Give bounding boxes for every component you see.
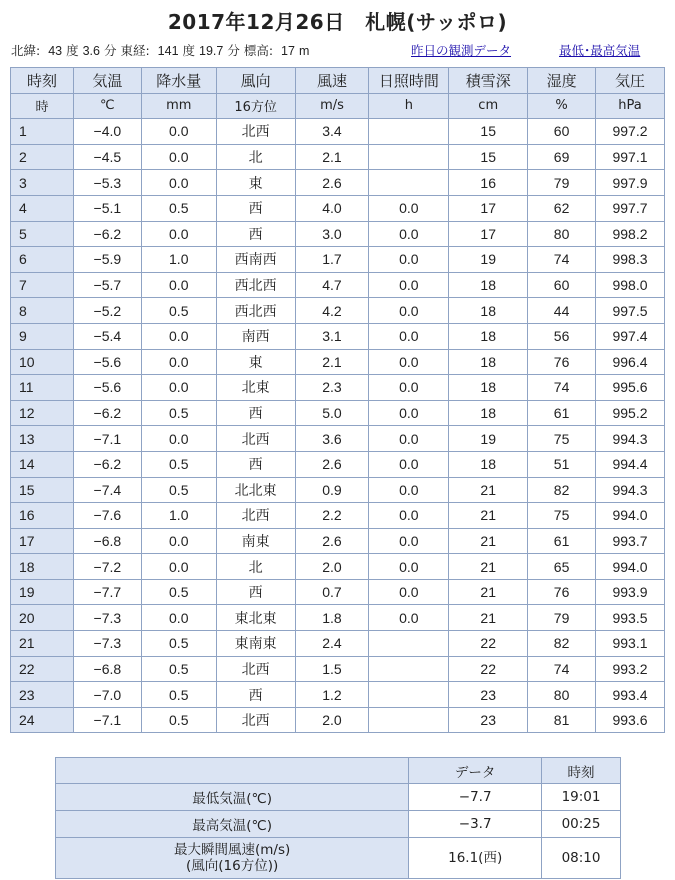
- cell-pressure: 994.3: [596, 477, 665, 503]
- latitude-degrees: 43: [48, 44, 63, 58]
- summary-label: 最低気温(℃): [56, 784, 409, 811]
- cell-sunshine: [369, 631, 449, 657]
- cell-sunshine: 0.0: [369, 195, 449, 221]
- cell-humidity: 82: [528, 477, 596, 503]
- column-unit-hour: 時: [11, 93, 74, 119]
- cell-sunshine: 0.0: [369, 375, 449, 401]
- cell-sunshine: [369, 707, 449, 733]
- cell-precipitation: 1.0: [141, 503, 216, 529]
- table-row: [11, 528, 665, 554]
- summary-row-max-temp: [56, 811, 621, 838]
- cell-wind-speed: 1.5: [295, 656, 369, 682]
- cell-snow-depth: 18: [449, 272, 528, 298]
- summary-row-min-temp: [56, 784, 621, 811]
- cell-wind-speed: 3.6: [295, 426, 369, 452]
- cell-precipitation: 0.5: [141, 707, 216, 733]
- cell-pressure: 998.0: [596, 272, 665, 298]
- cell-temperature: −6.2: [73, 221, 141, 247]
- cell-hour: 18: [11, 554, 74, 580]
- cell-wind-direction: 東北東: [216, 605, 295, 631]
- cell-wind-speed: 2.6: [295, 170, 369, 196]
- cell-snow-depth: 15: [449, 144, 528, 170]
- cell-sunshine: 0.0: [369, 400, 449, 426]
- cell-precipitation: 0.5: [141, 477, 216, 503]
- summary-label: [56, 838, 409, 879]
- cell-humidity: 74: [528, 375, 596, 401]
- cell-precipitation: 0.0: [141, 375, 216, 401]
- cell-humidity: 75: [528, 426, 596, 452]
- cell-precipitation: 1.0: [141, 247, 216, 273]
- cell-hour: 1: [11, 119, 74, 145]
- cell-precipitation: 0.0: [141, 605, 216, 631]
- cell-temperature: −5.4: [73, 323, 141, 349]
- cell-temperature: −5.6: [73, 349, 141, 375]
- cell-wind-speed: 0.9: [295, 477, 369, 503]
- cell-snow-depth: 21: [449, 477, 528, 503]
- cell-wind-speed: 3.1: [295, 323, 369, 349]
- cell-humidity: 60: [528, 272, 596, 298]
- table-row: [11, 323, 665, 349]
- cell-temperature: −5.3: [73, 170, 141, 196]
- cell-wind-direction: 北: [216, 144, 295, 170]
- cell-pressure: 995.6: [596, 375, 665, 401]
- cell-humidity: 81: [528, 707, 596, 733]
- cell-pressure: 998.3: [596, 247, 665, 273]
- cell-snow-depth: 21: [449, 579, 528, 605]
- table-body: [11, 119, 665, 733]
- cell-wind-speed: 1.8: [295, 605, 369, 631]
- summary-label-line-2: (風向(16方位)): [186, 858, 279, 874]
- cell-temperature: −4.0: [73, 119, 141, 145]
- cell-pressure: 994.4: [596, 451, 665, 477]
- cell-hour: 4: [11, 195, 74, 221]
- cell-humidity: 75: [528, 503, 596, 529]
- table-row: [11, 272, 665, 298]
- cell-wind-speed: 2.4: [295, 631, 369, 657]
- cell-wind-speed: 1.2: [295, 682, 369, 708]
- summary-header-data: データ: [409, 758, 542, 784]
- page-title: 2017年12月26日 札幌(サッポロ): [167, 10, 508, 34]
- cell-snow-depth: 18: [449, 298, 528, 324]
- cell-temperature: −5.1: [73, 195, 141, 221]
- cell-precipitation: 0.0: [141, 349, 216, 375]
- table-row: [11, 707, 665, 733]
- cell-sunshine: [369, 170, 449, 196]
- cell-wind-direction: 北西: [216, 426, 295, 452]
- cell-snow-depth: 21: [449, 503, 528, 529]
- cell-wind-direction: 南西: [216, 323, 295, 349]
- cell-hour: 3: [11, 170, 74, 196]
- cell-wind-speed: 2.6: [295, 451, 369, 477]
- cell-humidity: 61: [528, 528, 596, 554]
- cell-temperature: −7.2: [73, 554, 141, 580]
- cell-sunshine: 0.0: [369, 298, 449, 324]
- cell-hour: 13: [11, 426, 74, 452]
- cell-pressure: 993.9: [596, 579, 665, 605]
- summary-header-time: 時刻: [542, 758, 621, 784]
- cell-pressure: 993.6: [596, 707, 665, 733]
- cell-pressure: 997.5: [596, 298, 665, 324]
- column-header-precipitation: 降水量: [141, 68, 216, 94]
- longitude-minutes-unit: 分: [227, 43, 240, 58]
- cell-sunshine: 0.0: [369, 451, 449, 477]
- cell-precipitation: 0.5: [141, 682, 216, 708]
- cell-snow-depth: 21: [449, 554, 528, 580]
- cell-snow-depth: 22: [449, 631, 528, 657]
- cell-sunshine: 0.0: [369, 349, 449, 375]
- cell-wind-direction: 北東: [216, 375, 295, 401]
- longitude-degrees-unit: 度: [182, 43, 196, 58]
- cell-sunshine: [369, 682, 449, 708]
- column-names-row: [11, 68, 665, 94]
- cell-pressure: 993.5: [596, 605, 665, 631]
- cell-wind-speed: 4.0: [295, 195, 369, 221]
- latitude-degrees-unit: 度: [66, 43, 79, 58]
- latitude-label: 北緯:: [11, 43, 41, 58]
- cell-pressure: 997.9: [596, 170, 665, 196]
- cell-snow-depth: 23: [449, 707, 528, 733]
- cell-sunshine: 0.0: [369, 323, 449, 349]
- cell-hour: 23: [11, 682, 74, 708]
- cell-wind-direction: 西北西: [216, 298, 295, 324]
- cell-snow-depth: 18: [449, 349, 528, 375]
- cell-humidity: 56: [528, 323, 596, 349]
- cell-pressure: 997.4: [596, 323, 665, 349]
- cell-precipitation: 0.5: [141, 298, 216, 324]
- cell-hour: 6: [11, 247, 74, 273]
- table-row: [11, 579, 665, 605]
- longitude-degrees: 141: [157, 44, 179, 58]
- cell-wind-speed: 4.7: [295, 272, 369, 298]
- summary-time: 19:01: [542, 784, 621, 811]
- column-header-wind-speed: 風速: [295, 68, 369, 94]
- cell-humidity: 74: [528, 247, 596, 273]
- cell-precipitation: 0.0: [141, 272, 216, 298]
- cell-pressure: 998.2: [596, 221, 665, 247]
- column-unit-sunshine: h: [369, 93, 449, 119]
- table-row: [11, 656, 665, 682]
- cell-hour: 19: [11, 579, 74, 605]
- cell-wind-direction: 東: [216, 349, 295, 375]
- cell-pressure: 993.2: [596, 656, 665, 682]
- cell-snow-depth: 22: [449, 656, 528, 682]
- cell-pressure: 993.7: [596, 528, 665, 554]
- column-header-temperature: 気温: [73, 68, 141, 94]
- cell-wind-speed: 2.0: [295, 707, 369, 733]
- cell-humidity: 44: [528, 298, 596, 324]
- table-row: [11, 298, 665, 324]
- cell-hour: 10: [11, 349, 74, 375]
- cell-temperature: −4.5: [73, 144, 141, 170]
- cell-wind-direction: 西: [216, 682, 295, 708]
- cell-pressure: 997.7: [596, 195, 665, 221]
- cell-humidity: 69: [528, 144, 596, 170]
- column-header-humidity: 湿度: [528, 68, 596, 94]
- summary-value: 16.1(西): [409, 838, 542, 879]
- cell-wind-direction: 北西: [216, 707, 295, 733]
- cell-wind-direction: 東南東: [216, 631, 295, 657]
- table-row: [11, 605, 665, 631]
- cell-precipitation: 0.5: [141, 631, 216, 657]
- cell-snow-depth: 17: [449, 221, 528, 247]
- cell-humidity: 62: [528, 195, 596, 221]
- cell-wind-speed: 4.2: [295, 298, 369, 324]
- cell-temperature: −7.3: [73, 605, 141, 631]
- cell-wind-direction: 西南西: [216, 247, 295, 273]
- cell-precipitation: 0.0: [141, 528, 216, 554]
- cell-humidity: 82: [528, 631, 596, 657]
- cell-humidity: 79: [528, 170, 596, 196]
- cell-humidity: 79: [528, 605, 596, 631]
- column-units-row: [11, 93, 665, 119]
- altitude-value: 17: [281, 44, 295, 58]
- table-row: [11, 221, 665, 247]
- cell-sunshine: 0.0: [369, 272, 449, 298]
- altitude-unit: m: [298, 44, 310, 58]
- summary-label-line-1: 最大瞬間風速(m/s): [173, 842, 291, 858]
- cell-pressure: 997.1: [596, 144, 665, 170]
- cell-wind-speed: 1.7: [295, 247, 369, 273]
- cell-temperature: −6.8: [73, 528, 141, 554]
- cell-humidity: 60: [528, 119, 596, 145]
- cell-temperature: −6.2: [73, 451, 141, 477]
- station-info: [11, 41, 671, 61]
- cell-pressure: 994.3: [596, 426, 665, 452]
- cell-snow-depth: 21: [449, 605, 528, 631]
- column-unit-humidity: %: [528, 93, 596, 119]
- cell-wind-speed: 2.3: [295, 375, 369, 401]
- cell-temperature: −5.2: [73, 298, 141, 324]
- cell-hour: 21: [11, 631, 74, 657]
- cell-wind-direction: 北北東: [216, 477, 295, 503]
- cell-hour: 17: [11, 528, 74, 554]
- column-header-wind-direction: 風向: [216, 68, 295, 94]
- table-row: [11, 631, 665, 657]
- cell-snow-depth: 19: [449, 247, 528, 273]
- table-row: [11, 426, 665, 452]
- cell-sunshine: [369, 144, 449, 170]
- cell-snow-depth: 16: [449, 170, 528, 196]
- cell-temperature: −6.2: [73, 400, 141, 426]
- cell-sunshine: 0.0: [369, 605, 449, 631]
- cell-precipitation: 0.0: [141, 221, 216, 247]
- cell-wind-direction: 西: [216, 451, 295, 477]
- table-row: [11, 375, 665, 401]
- cell-sunshine: [369, 656, 449, 682]
- cell-wind-direction: 東: [216, 170, 295, 196]
- cell-pressure: 997.2: [596, 119, 665, 145]
- cell-hour: 2: [11, 144, 74, 170]
- cell-hour: 7: [11, 272, 74, 298]
- cell-sunshine: 0.0: [369, 221, 449, 247]
- cell-humidity: 80: [528, 221, 596, 247]
- summary-value: −3.7: [409, 811, 542, 838]
- table-row: [11, 195, 665, 221]
- summary-label: 最高気温(℃): [56, 811, 409, 838]
- cell-temperature: −7.0: [73, 682, 141, 708]
- min-max-temp-link[interactable]: 最低･最高気温: [559, 43, 641, 58]
- longitude-label: 東経:: [120, 43, 150, 58]
- latitude-minutes: 3.6: [82, 44, 100, 58]
- cell-temperature: −7.1: [73, 707, 141, 733]
- cell-temperature: −5.6: [73, 375, 141, 401]
- cell-humidity: 51: [528, 451, 596, 477]
- cell-temperature: −7.3: [73, 631, 141, 657]
- summary-header-blank: [56, 758, 409, 784]
- cell-hour: 11: [11, 375, 74, 401]
- summary-time: 08:10: [542, 838, 621, 879]
- table-row: [11, 451, 665, 477]
- cell-humidity: 76: [528, 349, 596, 375]
- column-header-snow-depth: 積雪深: [449, 68, 528, 94]
- table-row: [11, 503, 665, 529]
- cell-wind-speed: 2.1: [295, 349, 369, 375]
- cell-pressure: 994.0: [596, 554, 665, 580]
- cell-precipitation: 0.0: [141, 119, 216, 145]
- column-header-sunshine: 日照時間: [369, 68, 449, 94]
- cell-sunshine: 0.0: [369, 477, 449, 503]
- cell-snow-depth: 17: [449, 195, 528, 221]
- cell-humidity: 80: [528, 682, 596, 708]
- cell-wind-speed: 2.6: [295, 528, 369, 554]
- cell-snow-depth: 18: [449, 400, 528, 426]
- summary-value: −7.7: [409, 784, 542, 811]
- table-row: [11, 247, 665, 273]
- summary-time: 00:25: [542, 811, 621, 838]
- cell-pressure: 995.2: [596, 400, 665, 426]
- table-row: [11, 682, 665, 708]
- cell-sunshine: 0.0: [369, 528, 449, 554]
- longitude-minutes: 19.7: [199, 44, 224, 58]
- table-row: [11, 477, 665, 503]
- table-row: [11, 554, 665, 580]
- cell-hour: 8: [11, 298, 74, 324]
- cell-hour: 22: [11, 656, 74, 682]
- cell-wind-direction: 西: [216, 400, 295, 426]
- cell-temperature: −7.7: [73, 579, 141, 605]
- cell-snow-depth: 15: [449, 119, 528, 145]
- cell-hour: 14: [11, 451, 74, 477]
- column-unit-wind-speed: m/s: [295, 93, 369, 119]
- cell-wind-speed: 2.1: [295, 144, 369, 170]
- cell-snow-depth: 18: [449, 375, 528, 401]
- cell-precipitation: 0.5: [141, 656, 216, 682]
- daily-summary-table: [55, 757, 621, 879]
- cell-temperature: −5.7: [73, 272, 141, 298]
- cell-temperature: −6.8: [73, 656, 141, 682]
- cell-precipitation: 0.0: [141, 323, 216, 349]
- column-unit-snow-depth: cm: [449, 93, 528, 119]
- hourly-observation-table: [10, 67, 665, 733]
- cell-wind-direction: 北西: [216, 656, 295, 682]
- cell-snow-depth: 18: [449, 451, 528, 477]
- cell-hour: 12: [11, 400, 74, 426]
- cell-temperature: −7.4: [73, 477, 141, 503]
- cell-snow-depth: 21: [449, 528, 528, 554]
- yesterday-data-link[interactable]: 昨日の観測データ: [411, 43, 512, 58]
- column-unit-temperature: ℃: [73, 93, 141, 119]
- cell-wind-direction: 西北西: [216, 272, 295, 298]
- summary-row-max-gust: [56, 838, 621, 879]
- latitude-minutes-unit: 分: [103, 43, 117, 58]
- cell-humidity: 61: [528, 400, 596, 426]
- cell-hour: 5: [11, 221, 74, 247]
- cell-humidity: 76: [528, 579, 596, 605]
- cell-wind-speed: 0.7: [295, 579, 369, 605]
- cell-wind-direction: 北西: [216, 503, 295, 529]
- cell-sunshine: 0.0: [369, 247, 449, 273]
- cell-snow-depth: 18: [449, 323, 528, 349]
- cell-wind-speed: 2.2: [295, 503, 369, 529]
- cell-precipitation: 0.5: [141, 451, 216, 477]
- summary-header-row: [56, 758, 621, 784]
- cell-pressure: 993.4: [596, 682, 665, 708]
- column-unit-precipitation: mm: [141, 93, 216, 119]
- column-header-hour: 時刻: [11, 68, 74, 94]
- column-unit-pressure: hPa: [596, 93, 665, 119]
- cell-sunshine: [369, 119, 449, 145]
- cell-temperature: −7.1: [73, 426, 141, 452]
- cell-wind-speed: 5.0: [295, 400, 369, 426]
- cell-snow-depth: 19: [449, 426, 528, 452]
- cell-wind-direction: 西: [216, 579, 295, 605]
- column-unit-wind-direction: 16方位: [216, 93, 295, 119]
- cell-wind-direction: 北: [216, 554, 295, 580]
- cell-precipitation: 0.0: [141, 144, 216, 170]
- cell-pressure: 994.0: [596, 503, 665, 529]
- cell-sunshine: 0.0: [369, 579, 449, 605]
- cell-wind-direction: 西: [216, 221, 295, 247]
- altitude-label: 標高:: [243, 43, 274, 58]
- table-row: [11, 349, 665, 375]
- table-row: [11, 400, 665, 426]
- cell-pressure: 993.1: [596, 631, 665, 657]
- table-row: [11, 144, 665, 170]
- cell-precipitation: 0.5: [141, 400, 216, 426]
- cell-precipitation: 0.0: [141, 426, 216, 452]
- cell-hour: 24: [11, 707, 74, 733]
- cell-wind-direction: 北西: [216, 119, 295, 145]
- cell-wind-speed: 3.0: [295, 221, 369, 247]
- cell-precipitation: 0.5: [141, 579, 216, 605]
- cell-hour: 20: [11, 605, 74, 631]
- cell-sunshine: 0.0: [369, 503, 449, 529]
- cell-wind-speed: 2.0: [295, 554, 369, 580]
- cell-humidity: 74: [528, 656, 596, 682]
- cell-hour: 16: [11, 503, 74, 529]
- cell-snow-depth: 23: [449, 682, 528, 708]
- cell-humidity: 65: [528, 554, 596, 580]
- cell-temperature: −7.6: [73, 503, 141, 529]
- cell-hour: 15: [11, 477, 74, 503]
- cell-pressure: 996.4: [596, 349, 665, 375]
- cell-sunshine: 0.0: [369, 426, 449, 452]
- cell-wind-speed: 3.4: [295, 119, 369, 145]
- cell-wind-direction: 南東: [216, 528, 295, 554]
- column-header-pressure: 気圧: [596, 68, 665, 94]
- table-row: [11, 119, 665, 145]
- cell-precipitation: 0.0: [141, 554, 216, 580]
- cell-temperature: −5.9: [73, 247, 141, 273]
- table-row: [11, 170, 665, 196]
- cell-precipitation: 0.5: [141, 195, 216, 221]
- cell-sunshine: 0.0: [369, 554, 449, 580]
- cell-precipitation: 0.0: [141, 170, 216, 196]
- cell-hour: 9: [11, 323, 74, 349]
- cell-wind-direction: 西: [216, 195, 295, 221]
